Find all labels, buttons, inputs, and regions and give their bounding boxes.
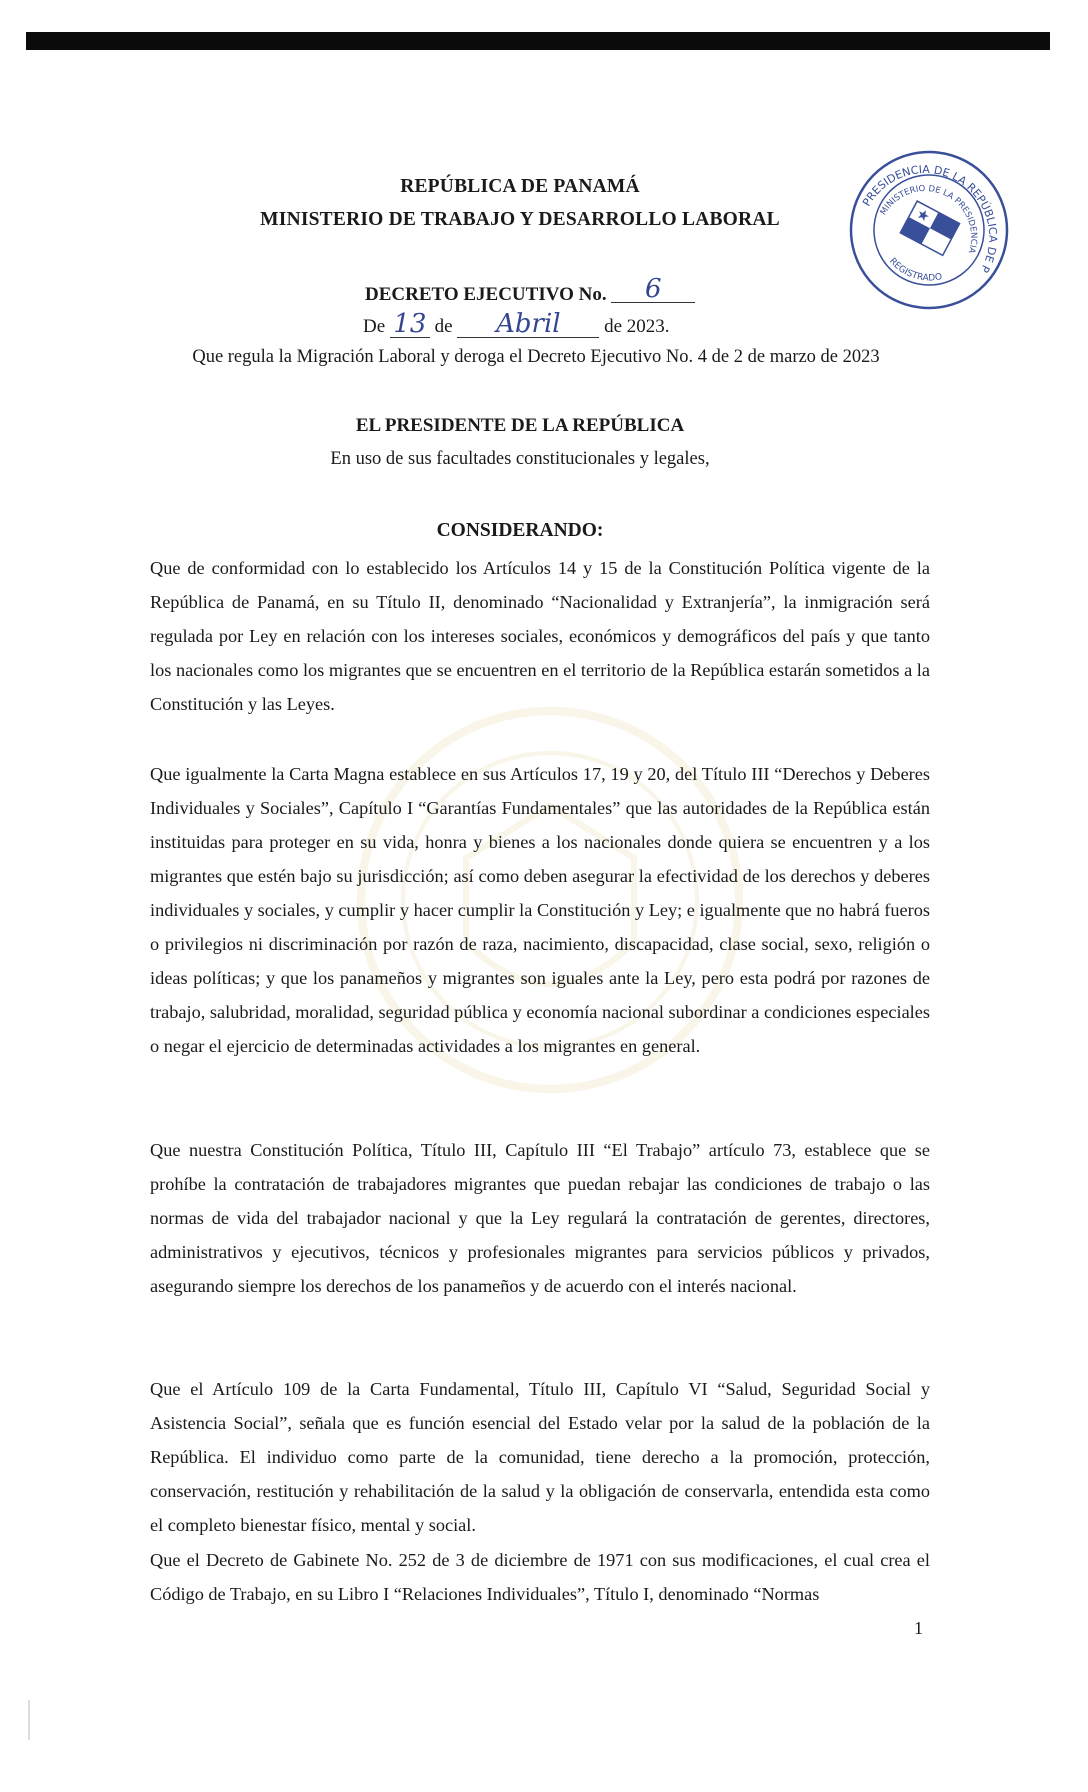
page-number: 1 [914, 1618, 923, 1638]
date-connector: de [434, 316, 453, 337]
official-seal [843, 146, 1015, 314]
top-black-bar [26, 32, 1050, 50]
paragraph-2: Que igualmente la Carta Magna establece en sus Artículos 17, 19 y 20, del Título III “Derechos y Deberes Individuales y Sociales”, Capítulo I “Garantías Fundamentales” que las autoridades de la República están instituidas para proteger en su vida, honra y bienes a los nacionales donde quiera se encuentren y a los migrantes que estén bajo su jurisdicción; así como deben asegurar la efectividad de los derechos y deberes individuales y sociales, y cumplir y hacer cumplir la Constitución y Ley; e igualmente que no habrá fueros o privilegios ni discriminación por razón de raza, nacimiento, discapacidad, clase social, sexo, religión o ideas políticas; y que los panameños y migrantes son iguales ante la Ley, pero esta podrá por razones de trabajo, salubridad, moralidad, seguridad pública y economía nacional subordinar a condiciones especiales o negar el ejercicio de determinadas actividades a los migrantes en general. [150, 764, 930, 1056]
paragraph-1: Que de conformidad con lo establecido los Artículos 14 y 15 de la Constitución Política vigente de la República de Panamá, en su Título II, denominado “Nacionalidad y Extranjería”, la inmigración será regulada por Ley en relación con los intereses sociales, económicos y demográficos del país y que tanto los nacionales como los migrantes que se encuentren en el territorio de la República estarán sometidos a la Constitución y las Leyes. [150, 558, 930, 714]
svg-text:PRESIDENCIA DE LA REPÚBLICA DE [843, 146, 1015, 275]
day-handwritten: 13 [390, 311, 430, 338]
month-handwritten: Abril [457, 311, 599, 338]
decree-label: DECRETO EJECUTIVO No. [365, 284, 607, 305]
considering-heading: CONSIDERANDO: [436, 520, 604, 541]
svg-text:REGISTRADO [885, 248, 947, 295]
paragraph-5: Que el Decreto de Gabinete No. 252 de 3 de diciembre de 1971 con sus modificaciones, el cual crea el Código de Trabajo, en su Libro I “Relaciones Individuales”, Título I, denominado “Normas [150, 1550, 930, 1604]
seal-inner-text: MINISTERIO DE LA PRESIDENCIA [878, 183, 979, 255]
seal-bottom-text: REGISTRADO [886, 256, 944, 284]
header-country: REPÚBLICA DE PANAMÁ [400, 176, 640, 197]
seal-outer-text: PRESIDENCIA DE LA REPÚBLICA DE PANAMÁ [860, 163, 1000, 275]
header-ministry: MINISTERIO DE TRABAJO Y DESARROLLO LABORAL [260, 209, 780, 230]
decree-subtitle: Que regula la Migración Laboral y deroga el Decreto Ejecutivo No. 4 de 2 de marzo de 2023 [192, 347, 880, 367]
decree-date [363, 311, 670, 338]
paragraph-3: Que nuestra Constitución Política, Título III, Capítulo III “El Trabajo” artículo 73, establece que se prohíbe la contratación de trabajadores migrantes que puedan rebajar las condiciones de trabajo o las normas de vida del trabajador nacional y que la Ley regulará la contratación de gerentes, directores, administrativos y ejecutivos, técnicos y profesionales migrantes para servicios públicos y privados, asegurando siempre los derechos de los panameños y de acuerdo con el interés nacional. [150, 1140, 930, 1296]
paragraph-4: Que el Artículo 109 de la Carta Fundamental, Título III, Capítulo VI “Salud, Seguridad Social y Asistencia Social”, señala que es función esencial del Estado velar por la salud de la población de la República. El individuo como parte de la comunidad, tiene derecho a la promoción, protección, conservación, restitución y rehabilitación de la salud y la obligación de conservarla, entendida esta como el completo bienestar físico, mental y social. [150, 1379, 930, 1535]
decree-title [365, 274, 695, 306]
scan-edge-mark [28, 1700, 30, 1740]
faculties-line: En uso de sus facultades constitucionales y legales, [330, 449, 710, 469]
year-suffix: de 2023. [604, 316, 670, 337]
flag-icon [900, 201, 959, 255]
date-prefix: De [363, 316, 386, 337]
president-heading: EL PRESIDENTE DE LA REPÚBLICA [355, 415, 685, 436]
decree-number-handwritten: 6 [611, 276, 695, 303]
